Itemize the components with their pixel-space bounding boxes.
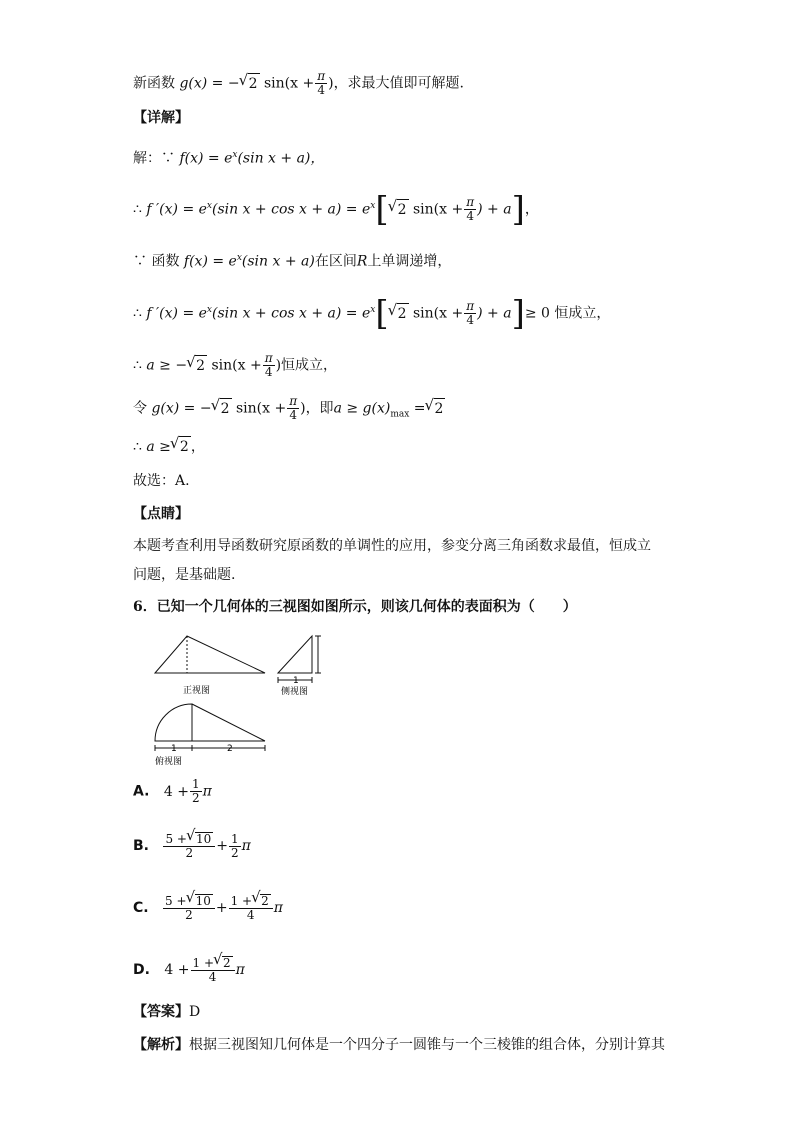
- option-b: B. $\frac{5 +√ 10}{2}$ + $\frac{1}{2}$ π: [133, 832, 251, 860]
- side-dim-label: 1: [293, 676, 299, 686]
- top-dim1-label: 1: [171, 744, 177, 754]
- front-view: [155, 636, 265, 673]
- side-view-label: 侧视图: [281, 687, 309, 697]
- option-a: A. 4 + $\frac{1}{2}$ π: [133, 777, 212, 805]
- solution-step-4: ∴ f $'(x) = e^x(\sin$ $x + \cos x + a) = e^x[√$ 2 sin(x + $\frac{\pi}{4}$ ) + a]≥ 0 恒成立，: [133, 300, 610, 327]
- solution-step-6: 令 g(x) = −√ 2 sin(x + $\frac{\pi}{4}$ )，即$a \ge g(x)_{max}$ =√ 2: [133, 395, 445, 424]
- math: sin(x +: [263, 75, 315, 92]
- option-c: C. $\frac{5 +√ 10}{2}$ + $\frac{1 +√ 2}{4}$ π: [133, 894, 283, 922]
- comment-paragraph: 本题考查利用导函数研究原函数的单调性的应用，参变分离三角函数求最值，恒成立问题，是基础题.: [133, 538, 651, 583]
- solution-step-2: ∴ f $'(x) = e^x(\sin$ $x + \cos x + a) = e^x[√$ 2 sin(x + $\frac{\pi}{4}$ ) + a]，: [133, 196, 539, 223]
- top-view-label: 俯视图: [155, 757, 183, 767]
- option-d: D. 4 + $\frac{1 +√ 2}{4}$ π: [133, 956, 245, 984]
- question-6: 6．已知一个几何体的三视图如图所示，则该几何体的表面积为（ ）: [133, 599, 577, 615]
- text: ，求最大值即可解题.: [333, 75, 465, 92]
- top-dim2-label: 2: [227, 744, 233, 754]
- answer-line: 【答案】D: [133, 1004, 201, 1020]
- three-view-figure: [145, 628, 345, 773]
- solution-step-1: 解：∵ $f(x) = e^x(\sin$ x + a)，: [133, 150, 325, 167]
- math: g(x) = −: [179, 75, 240, 92]
- side-view: [278, 636, 321, 683]
- solution-step-3: ∵ 函数 $f(x) = e^x(\sin$ x + a)在区间R上单调递增，: [133, 253, 452, 270]
- choice-line: 故选：A.: [133, 473, 190, 489]
- solution-step-5: ∴ a ≥ −√ 2 sin(x + $\frac{\pi}{4}$ )恒成立，: [133, 352, 337, 379]
- front-view-label: 正视图: [183, 686, 211, 696]
- solution-step-7: ∴ a ≥√ 2 ，: [133, 436, 205, 457]
- text: 新函数: [133, 75, 175, 92]
- analysis-line: 【解析】根据三视图知几何体是一个四分子一圆锥与一个三棱锥的组合体，分别计算其: [133, 1037, 665, 1053]
- sqrt: √ 2: [248, 73, 260, 94]
- fraction: $\frac{\pi}{4}$: [317, 69, 326, 97]
- hint-line: [133, 70, 464, 97]
- math: ): [328, 75, 334, 92]
- heading-detail: 【详解】: [133, 110, 189, 126]
- heading-comment: 【点睛】: [133, 506, 189, 522]
